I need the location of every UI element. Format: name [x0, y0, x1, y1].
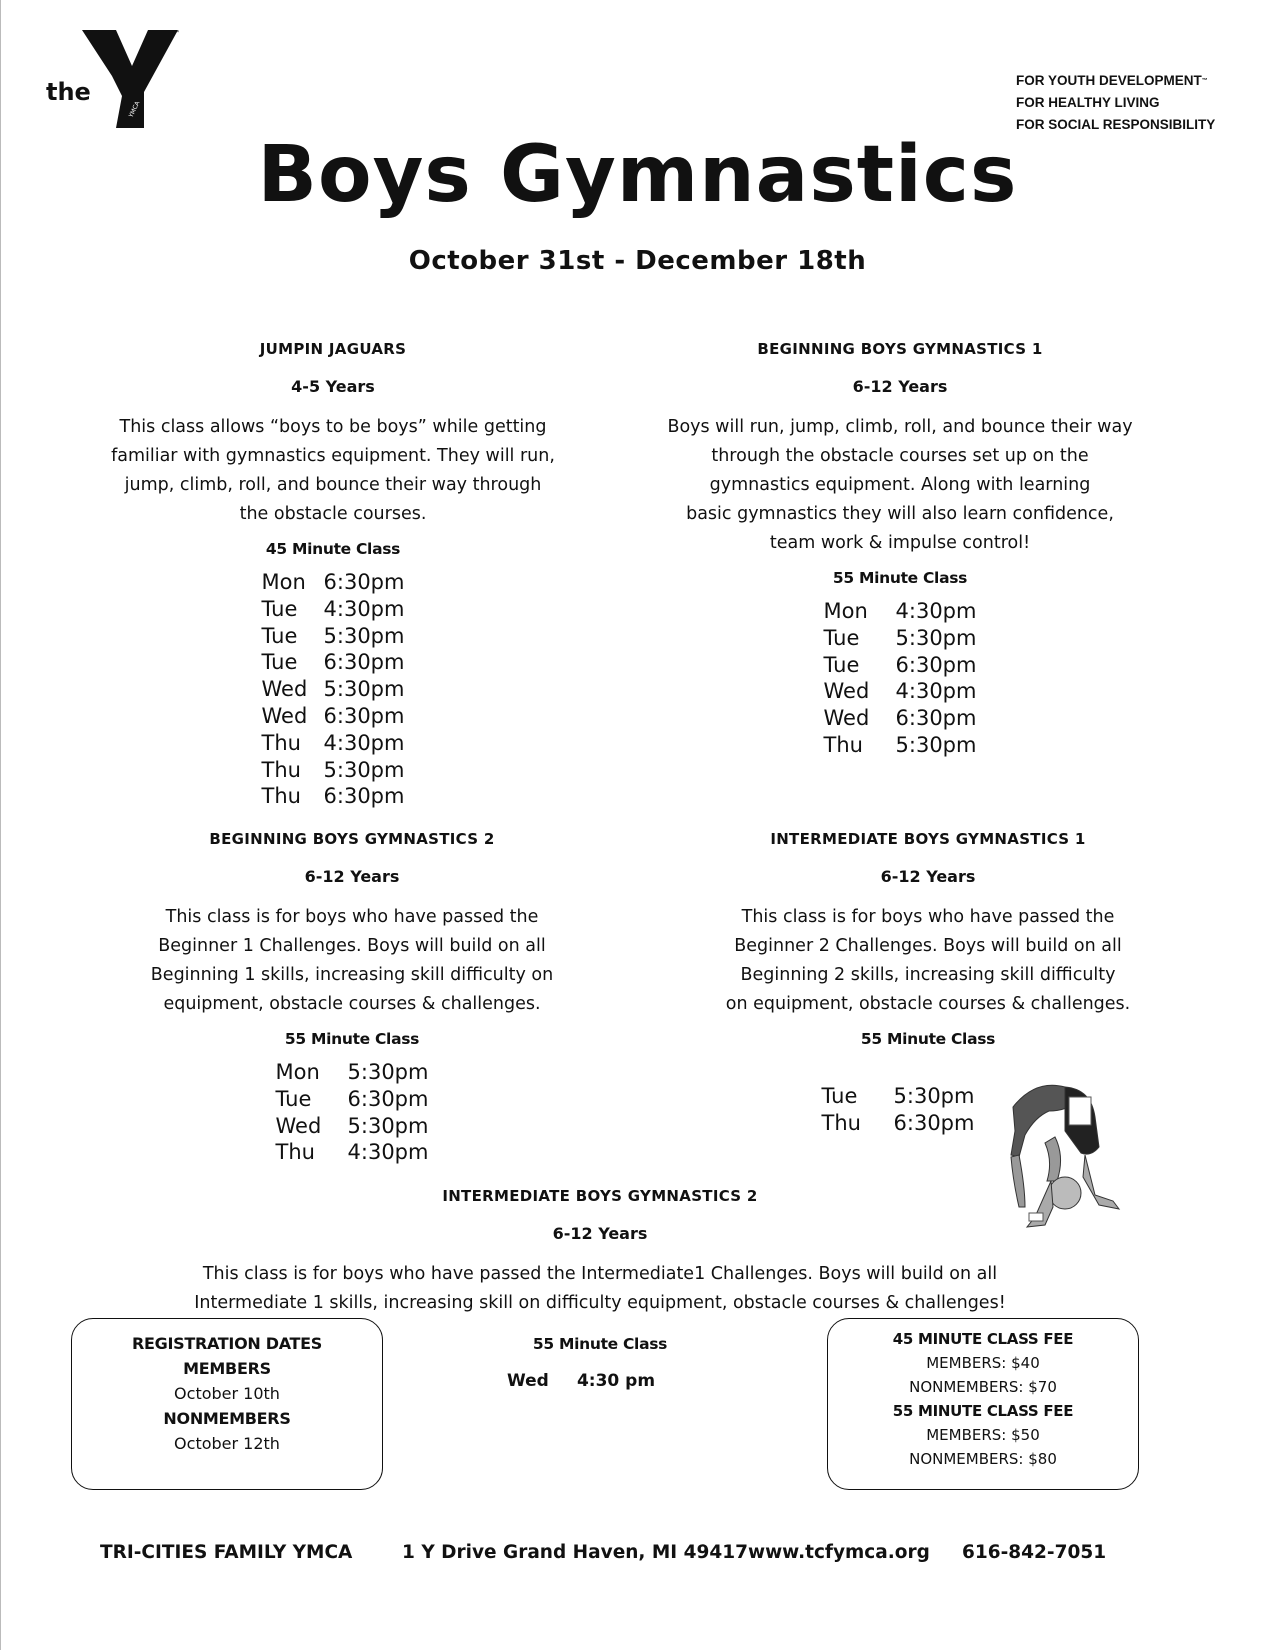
class-duration: 55 Minute Class — [832, 569, 968, 587]
section-title: INTERMEDIATE BOYS GYMNASTICS 2 — [442, 1187, 758, 1205]
footer-website-link[interactable]: www.tcfymca.org — [748, 1542, 930, 1563]
section-beginning-2 — [88, 827, 616, 1166]
schedule-row: Wed 6:30pm — [261, 703, 405, 728]
mission-line-2: FOR HEALTHY LIVING — [1016, 95, 1160, 110]
footer-address: 1 Y Drive Grand Haven, MI 49417 — [402, 1542, 748, 1563]
class-fee-box — [827, 1318, 1139, 1490]
logo-the-text: the — [46, 78, 91, 106]
schedule-row: Wed 6:30pm — [823, 706, 977, 731]
schedule-row: Wed 4:30pm — [823, 679, 977, 704]
section-title: INTERMEDIATE BOYS GYMNASTICS 1 — [770, 830, 1086, 848]
section-title: JUMPIN JAGUARS — [259, 340, 407, 358]
fee-45-title: 45 MINUTE CLASS FEE — [892, 1330, 1074, 1348]
trademark-symbol: ™ — [174, 30, 180, 37]
fee-55-title: 55 MINUTE CLASS FEE — [892, 1402, 1074, 1420]
schedule-row: Wed 5:30pm — [275, 1113, 429, 1138]
schedule-row: Thu 4:30pm — [275, 1140, 429, 1165]
nonmembers-date: October 12th — [174, 1434, 280, 1453]
schedule-row: Tue 5:30pm — [823, 625, 977, 650]
ymca-logo — [46, 28, 196, 138]
section-title: BEGINNING BOYS GYMNASTICS 1 — [757, 340, 1043, 358]
schedule-row: Thu 5:30pm — [823, 732, 977, 757]
class-description: Boys will run, jump, climb, roll, and bounce their way through the obstacle courses set up on the gymnastics equipment. Along with learning basic gymnastics they will also learn confidence, team work & impulse control! — [667, 417, 1133, 553]
age-range: 6-12 Years — [852, 377, 948, 396]
age-range: 6-12 Years — [880, 867, 976, 886]
session-dates: October 31st - December 18th — [408, 246, 867, 276]
registration-dates-box — [71, 1318, 383, 1490]
schedule-row: Mon 4:30pm — [823, 599, 977, 623]
class-schedule — [262, 569, 405, 810]
fee-55-nonmembers: NONMEMBERS: $80 — [909, 1450, 1057, 1468]
mission-line-1: FOR YOUTH DEVELOPMENT™ — [1016, 73, 1208, 88]
class-description: This class is for boys who have passed the Beginner 2 Challenges. Boys will build on all Beginning 2 skills, increasing skill difficulty on equipment, obstacle courses & challenges. — [725, 907, 1131, 1014]
class-description: This class allows “boys to be boys” while getting familiar with gymnastics equipment. They will run, jump, climb, roll, and bounce their way through the obstacle courses. — [111, 417, 555, 524]
schedule-time: 4:30 pm — [576, 1371, 656, 1391]
fee-45-nonmembers: NONMEMBERS: $70 — [909, 1378, 1057, 1396]
age-range: 4-5 Years — [291, 377, 375, 396]
class-duration: 45 Minute Class — [265, 540, 401, 558]
age-range: 6-12 Years — [304, 867, 400, 886]
mission-line-3: FOR SOCIAL RESPONSIBILITY — [1016, 117, 1216, 132]
registration-title: REGISTRATION DATES — [131, 1334, 323, 1353]
schedule-row: Thu 6:30pm — [261, 784, 405, 809]
schedule-row: Wed 5:30pm — [261, 677, 405, 702]
footer-phone: 616-842-7051 — [962, 1542, 1107, 1563]
schedule-day: Wed — [506, 1371, 549, 1391]
class-description: This class is for boys who have passed the Intermediate1 Challenges. Boys will build on all Intermediate 1 skills, increasing skill on difficulty equipment, obstacle courses & challenges! — [194, 1264, 1006, 1313]
section-jumpin-jaguars — [88, 337, 578, 810]
age-range: 6-12 Years — [552, 1224, 648, 1243]
schedule-row: Thu 4:30pm — [261, 730, 405, 755]
schedule-row: Mon 5:30pm — [275, 1060, 429, 1084]
class-duration: 55 Minute Class — [860, 1030, 996, 1048]
members-label: MEMBERS — [183, 1359, 271, 1378]
class-schedule — [824, 598, 977, 759]
nonmembers-label: NONMEMBERS — [163, 1409, 291, 1428]
schedule-row: Tue 4:30pm — [261, 596, 405, 621]
class-duration: 55 Minute Class — [532, 1335, 668, 1353]
class-schedule — [276, 1059, 429, 1166]
footer-org-name: TRI-CITIES FAMILY YMCA — [100, 1542, 353, 1563]
schedule-row: Tue 6:30pm — [823, 652, 977, 677]
schedule-row: Tue 5:30pm — [261, 623, 405, 648]
members-date: October 10th — [174, 1384, 280, 1403]
fee-55-members: MEMBERS: $50 — [926, 1426, 1040, 1444]
class-duration: 55 Minute Class — [284, 1030, 420, 1048]
page-title: Boys Gymnastics — [257, 130, 1018, 220]
schedule-row: Tue 6:30pm — [275, 1086, 429, 1111]
schedule-row: Thu 6:30pm — [821, 1110, 975, 1135]
schedule-row: Mon 6:30pm — [261, 570, 405, 594]
mission-statement — [1016, 70, 1215, 136]
class-description: This class is for boys who have passed the Beginner 1 Challenges. Boys will build on all Beginning 1 skills, increasing skill difficulty on equipment, obstacle courses & challenges. — [150, 907, 554, 1014]
class-schedule — [822, 1083, 975, 1137]
schedule-row: Tue 5:30pm — [821, 1084, 975, 1108]
section-beginning-1 — [640, 337, 1160, 759]
section-title: BEGINNING BOYS GYMNASTICS 2 — [209, 830, 495, 848]
schedule-row: Tue 6:30pm — [261, 650, 405, 675]
logo-ymca-text: YMCA — [127, 100, 142, 119]
fee-45-members: MEMBERS: $40 — [926, 1354, 1040, 1372]
schedule-row: Thu 5:30pm — [261, 757, 405, 782]
